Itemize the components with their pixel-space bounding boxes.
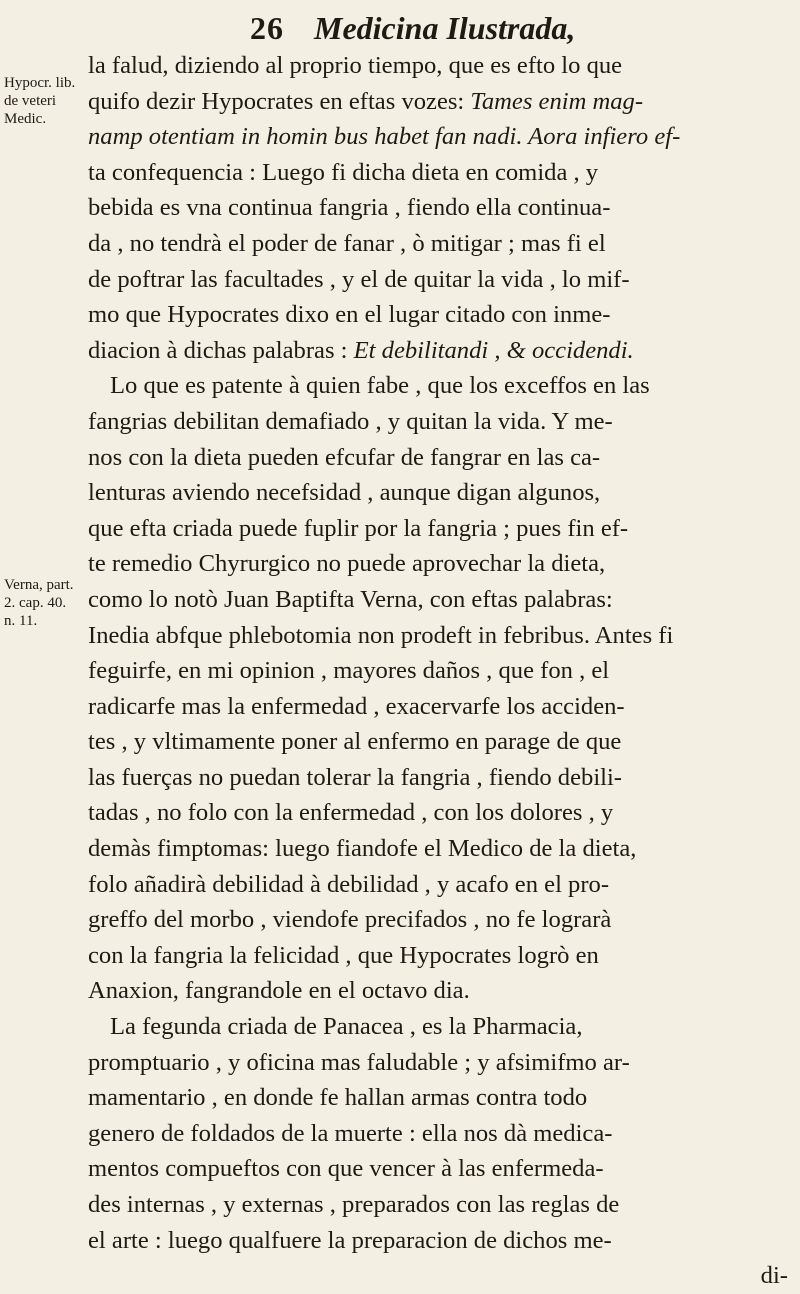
text-line	[88, 84, 788, 120]
text-line: mo que Hypocrates dixo en el lugar citado con inme-	[88, 301, 611, 329]
text-line: folo añadirà debilidad à debilidad , y acafo en el pro-	[88, 870, 610, 898]
text-line: bebida es vna continua fangria , fiendo ella continua-	[88, 194, 611, 222]
latin-quote: Tames enim mag-	[470, 87, 644, 115]
text-line: radicarfe mas la enfermedad , exacervarfe los acciden-	[88, 692, 625, 720]
text-line: como lo notò Juan Baptifta Verna, con eftas palabras:	[88, 585, 613, 613]
text-line: con la fangria la felicidad , que Hypocrates logrò en	[88, 941, 599, 969]
text-line: genero de foldados de la muerte : ella nos dà medica-	[88, 1119, 613, 1147]
text-line: te remedio Chyrurgico no puede aprovechar la dieta,	[88, 550, 606, 578]
text-line: que efta criada puede fuplir por la fangria ; pues fin ef-	[88, 514, 629, 542]
text-line: mamentario , en donde fe hallan armas contra todo	[88, 1084, 588, 1112]
text-line: des internas , y externas , preparados con las reglas de	[88, 1191, 620, 1218]
text-line: tadas , no folo con la enfermedad , con los dolores , y	[88, 799, 614, 827]
text-line: tes , y vltimamente poner al enfermo en parage de que	[88, 728, 622, 756]
text-line: Lo que es patente à quien fabe , que los exceffos en las	[110, 372, 650, 400]
text-line: ta confequencia : Luego fi dicha dieta en comida , y	[88, 158, 599, 186]
text-line: mentos compueftos con que vencer à las enfermeda-	[88, 1155, 604, 1183]
body-text	[88, 48, 788, 1294]
page-header	[250, 6, 770, 50]
text-line: promptuario , y oficina mas faludable ; y afsimifmo ar-	[88, 1048, 630, 1076]
text-line: Anaxion, fangrandole en el octavo dia.	[88, 977, 470, 1005]
text-line: las fuerças no puedan tolerar la fangria , fiendo debili-	[88, 763, 623, 791]
text-line: feguirfe, en mi opinion , mayores daños , que fon , el	[88, 657, 610, 685]
page-number: 26	[250, 10, 284, 46]
text-line: lenturas aviendo necefsidad , aunque digan algunos,	[88, 479, 601, 507]
running-title: Medicina Ilustrada,	[314, 10, 576, 46]
margin-note-verna: Verna, part. 2. cap. 40. n. 11.	[4, 577, 74, 629]
text-line: La fegunda criada de Panacea , es la Pharmacia,	[110, 1013, 583, 1041]
text-line	[88, 333, 788, 369]
margin-note-hypocrates: Hypocr. lib. de veteri Medic.	[4, 75, 76, 127]
text-line: fangrias debilitan demafiado , y quitan la vida. Y me-	[88, 407, 613, 435]
catchword: di-	[760, 1262, 788, 1290]
text-line: namp otentiam in homin bus habet fan nadi. Aora infiero ef-	[88, 123, 681, 151]
text-line: greffo del morbo , viendofe precifados , no fe lograrà	[88, 906, 612, 934]
text-line: Inedia abfque phlebotomia non prodeft in febribus. Antes fi	[88, 621, 674, 649]
text-line: da , no tendrà el poder de fanar , ò mitigar ; mas fi el	[88, 229, 606, 257]
text-segment: diacion à dichas palabras :	[88, 336, 354, 364]
text-line: la falud, diziendo al proprio tiempo, que es efto lo que	[88, 52, 623, 79]
text-line: nos con la dieta pueden efcufar de fangrar en las ca-	[88, 443, 601, 471]
text-line: de poftrar las facultades , y el de quitar la vida , lo mif-	[88, 265, 630, 293]
text-line: demàs fimptomas: luego fiandofe el Medico de la dieta,	[88, 835, 637, 863]
latin-quote: Et debilitandi , & occidendi.	[353, 336, 634, 364]
text-segment: quifo dezir Hypocrates en eftas vozes:	[88, 87, 471, 115]
text-line: el arte : luego qualfuere la preparacion de dichos me-	[88, 1226, 612, 1254]
